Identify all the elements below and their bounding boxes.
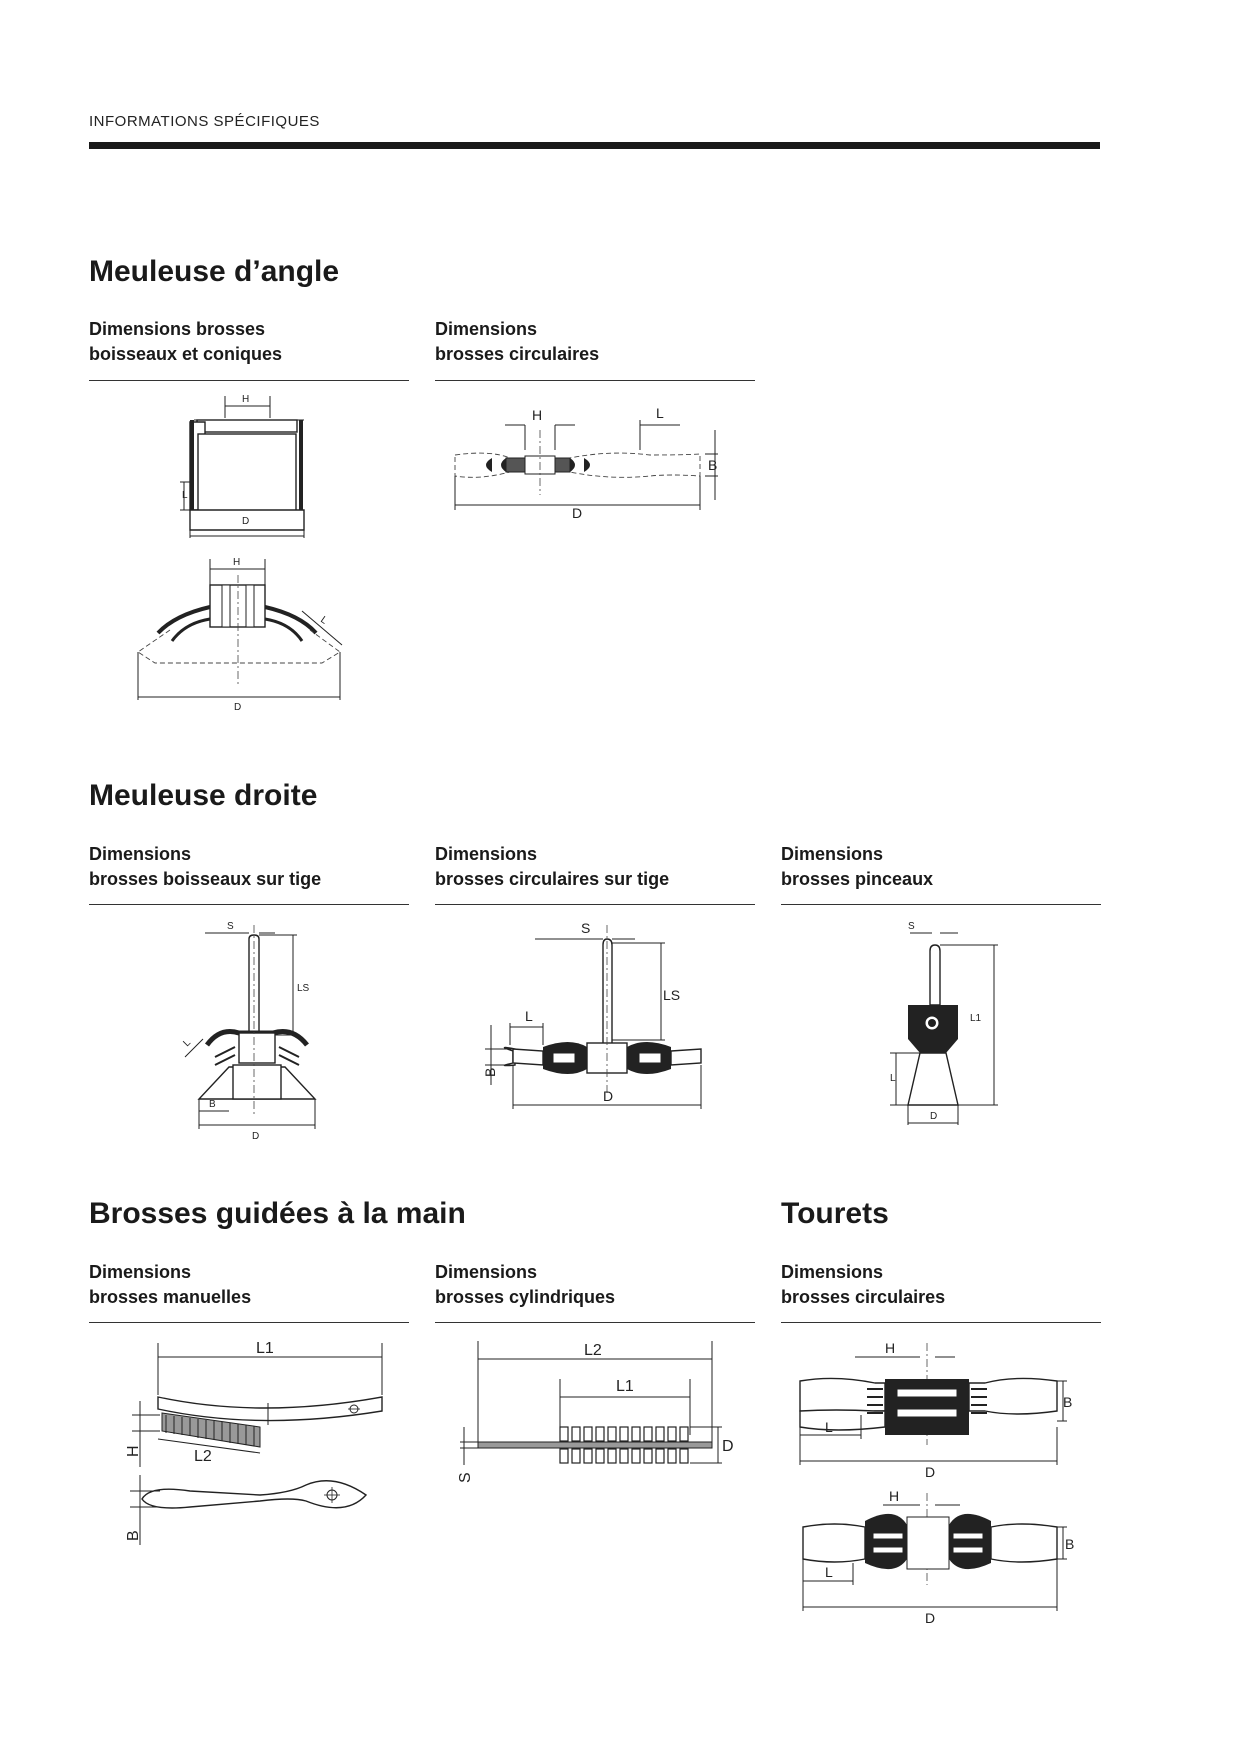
end-brush-diagram bbox=[880, 915, 1020, 1135]
header-rule bbox=[89, 142, 1100, 149]
dim-label-d: D bbox=[722, 1438, 734, 1455]
column-heading-tourets-circulaires bbox=[781, 1260, 1101, 1310]
column-heading-manuelles bbox=[89, 1260, 409, 1310]
column-heading-line: brosses manuelles bbox=[89, 1287, 252, 1307]
touret-brush-diagram-2 bbox=[795, 1485, 1085, 1635]
dim-label-h: H bbox=[885, 1340, 896, 1356]
dim-label-l: L bbox=[181, 1037, 194, 1050]
dim-label-l: L bbox=[525, 1008, 533, 1024]
column-rule bbox=[89, 904, 409, 905]
column-rule bbox=[435, 380, 755, 381]
column-heading-line: brosses circulaires bbox=[435, 344, 600, 364]
column-heading-line: Dimensions bbox=[781, 1262, 884, 1282]
column-heading-line: Dimensions bbox=[435, 1262, 538, 1282]
column-heading-boisseaux-coniques bbox=[89, 317, 409, 367]
cylindrical-brush-diagram bbox=[450, 1335, 740, 1495]
dim-label-s: S bbox=[227, 921, 234, 932]
dim-label-d: D bbox=[572, 505, 583, 521]
section-title-tourets: Tourets bbox=[781, 1197, 889, 1230]
column-heading-line: Dimensions bbox=[781, 844, 884, 864]
dim-label-h: H bbox=[242, 394, 250, 405]
dim-label-s: S bbox=[457, 1472, 474, 1483]
column-heading-line: Dimensions bbox=[435, 844, 538, 864]
column-rule bbox=[781, 904, 1101, 905]
touret-brush-diagram-1 bbox=[795, 1335, 1085, 1485]
cup-brush-on-stem-diagram bbox=[175, 915, 335, 1145]
column-heading-line: brosses boisseaux sur tige bbox=[89, 869, 322, 889]
column-heading-line: Dimensions bbox=[435, 319, 538, 339]
column-rule bbox=[89, 1322, 409, 1323]
dim-label-b: B bbox=[125, 1530, 142, 1541]
section-title-meuleuse-angle: Meuleuse d’angle bbox=[89, 255, 340, 288]
circular-brush-diagram bbox=[450, 400, 740, 525]
section-title-meuleuse-droite: Meuleuse droite bbox=[89, 779, 318, 812]
dim-label-l: L bbox=[825, 1419, 833, 1435]
dim-label-l1: L1 bbox=[970, 1013, 982, 1024]
column-heading-cylindriques bbox=[435, 1260, 755, 1310]
dim-label-l: L bbox=[318, 614, 330, 627]
section-title-brosses-guidees: Brosses guidées à la main bbox=[89, 1197, 466, 1230]
dim-label-d: D bbox=[242, 516, 250, 527]
dim-label-l1: L1 bbox=[256, 1340, 274, 1357]
dim-label-d: D bbox=[925, 1464, 936, 1480]
column-heading-line: Dimensions bbox=[89, 844, 192, 864]
column-heading-pinceaux bbox=[781, 842, 1101, 892]
dim-label-b: B bbox=[209, 1099, 216, 1110]
column-heading-line: brosses circulaires sur tige bbox=[435, 869, 670, 889]
conical-brush-diagram bbox=[130, 555, 360, 715]
dim-label-d: D bbox=[252, 1131, 260, 1142]
dim-label-h: H bbox=[532, 407, 543, 423]
dim-label-d: D bbox=[234, 702, 242, 713]
dim-label-s: S bbox=[581, 920, 591, 936]
column-rule bbox=[89, 380, 409, 381]
circular-brush-on-stem-diagram bbox=[475, 915, 735, 1125]
dim-label-l: L bbox=[825, 1564, 833, 1580]
column-heading-circulaires-tige bbox=[435, 842, 755, 892]
dim-label-l: L bbox=[182, 490, 188, 501]
column-heading-line: Dimensions bbox=[89, 1262, 192, 1282]
dim-label-d: D bbox=[930, 1111, 938, 1122]
column-heading-line: brosses circulaires bbox=[781, 1287, 946, 1307]
dim-label-d: D bbox=[925, 1610, 936, 1626]
dim-label-ls: LS bbox=[663, 987, 681, 1003]
column-rule bbox=[781, 1322, 1101, 1323]
dim-label-b: B bbox=[482, 1067, 498, 1077]
column-rule bbox=[435, 1322, 755, 1323]
running-header: INFORMATIONS SPÉCIFIQUES bbox=[89, 113, 320, 130]
column-heading-circulaires bbox=[435, 317, 755, 367]
dim-label-h: H bbox=[125, 1445, 142, 1457]
column-heading-line: brosses cylindriques bbox=[435, 1287, 616, 1307]
column-heading-line: boisseaux et coniques bbox=[89, 344, 283, 364]
dim-label-b: B bbox=[1065, 1536, 1075, 1552]
dim-label-l1: L1 bbox=[616, 1378, 634, 1395]
dim-label-ls: LS bbox=[297, 983, 310, 994]
dim-label-h: H bbox=[233, 557, 241, 568]
dim-label-b: B bbox=[708, 457, 718, 473]
column-heading-line: brosses pinceaux bbox=[781, 869, 934, 889]
column-heading-line: Dimensions brosses bbox=[89, 319, 266, 339]
dim-label-l2: L2 bbox=[194, 1448, 212, 1465]
cup-brush-diagram bbox=[170, 390, 330, 540]
dim-label-l: L bbox=[656, 405, 664, 421]
dim-label-b: B bbox=[1063, 1394, 1073, 1410]
dim-label-s: S bbox=[908, 921, 915, 932]
hand-brush-diagram bbox=[110, 1335, 390, 1565]
column-heading-boisseaux-tige bbox=[89, 842, 409, 892]
dim-label-d: D bbox=[603, 1088, 614, 1104]
column-rule bbox=[435, 904, 755, 905]
dim-label-h: H bbox=[889, 1488, 900, 1504]
dim-label-l: L bbox=[890, 1073, 896, 1084]
dim-label-l2: L2 bbox=[584, 1342, 602, 1359]
